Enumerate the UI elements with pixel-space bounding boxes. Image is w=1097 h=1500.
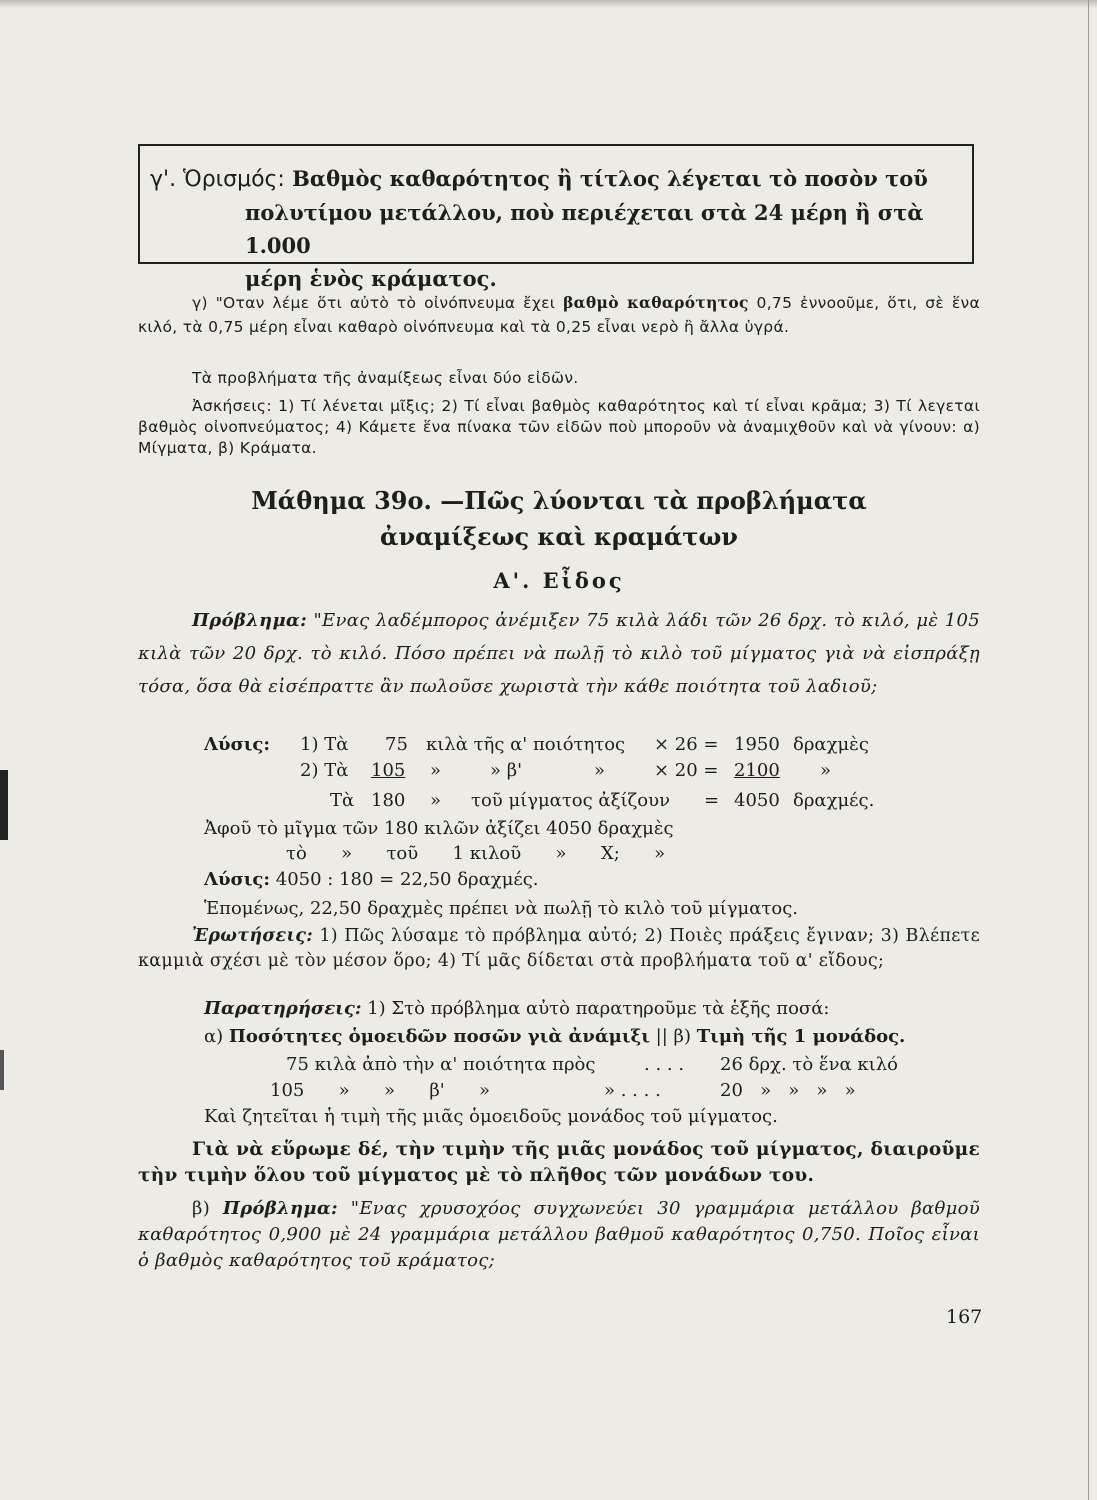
problem-1-label: Πρόβλημα: (192, 610, 308, 631)
remarks-alpha-beta (204, 1026, 905, 1047)
row3-idx: Τὰ (330, 790, 355, 811)
problem-2-label: Πρόβλημα: (222, 1198, 338, 1219)
row3-res: 4050 (734, 790, 780, 811)
remarks-line1-right: 26 δρχ. τὸ ἕνα κιλό (720, 1054, 898, 1075)
binding-shadow (0, 770, 8, 840)
problem-2 (138, 1196, 980, 1274)
row1-res: 1950 (734, 734, 780, 755)
problem-2-prefix: β) (192, 1198, 211, 1219)
row2-qty: 105 (371, 760, 406, 781)
solution-line-a: Ἀφοῦ τὸ μῖγμα τῶν 180 κιλῶν ἀξίζει 4050 δραχμὲς (204, 818, 674, 839)
alpha-marker: α) (204, 1026, 224, 1047)
row1-unit: δραχμὲς (793, 734, 869, 755)
binding-shadow-small (0, 1050, 4, 1090)
beta-text: Τιμὴ τῆς 1 μονάδος. (696, 1026, 906, 1047)
definition-box (138, 144, 974, 291)
definition-line-3: μέρη ἑνὸς κράματος. (245, 266, 497, 291)
wine-text-b: 0,75 ἐννοοῦμε, ὅτι, σὲ ἕνα κιλό, τὰ 0,75 μέρη εἶναι καθαρὸ οἰνόπνευμα καὶ τὰ 0,25 εἶναι νερὸ ἢ ἄλλα ὑγρά. (138, 294, 980, 336)
exercises-paragraph: Ἀσκήσεις: 1) Τί λένεται μῖξις; 2) Τί εἶναι βαθμὸς καθαρότητος καὶ τί εἶναι κρᾶμα; 3) Τί λεγεται βαθμὸς οἰνοπνεύματος; 4) Κάμετε ἕνα πίνακα τῶν εἰδῶν ποὺ μποροῦν νὰ ἀναμιχθοῦν καὶ νὰ γίνουν: α) Μίγματα, β) Κράματα. (138, 397, 980, 457)
page-number: 167 (946, 1306, 983, 1328)
scan-edge-right (1088, 0, 1089, 1500)
definition-line-1 (150, 162, 962, 196)
lesson-title-line-2: ἀναμίξεως καὶ κραμάτων (380, 522, 738, 551)
scan-edge-top (0, 0, 1097, 8)
rule-paragraph: Γιὰ νὰ εὕρωμε δέ, τὴν τιμὴν τῆς μιᾶς μονάδος τοῦ μίγματος, διαιροῦμε τὴν τιμὴν ὅλου τοῦ μίγματος μὲ τὸ πλῆθος τῶν μονάδων του. (138, 1139, 980, 1186)
remarks-seek: Καὶ ζητεῖται ἡ τιμὴ τῆς μιᾶς ὁμοειδοῦς μονάδος τοῦ μίγματος. (204, 1106, 778, 1127)
definition-lead: γ'. Ὁρισμός: (150, 167, 285, 192)
solution-label: Λύσις: (204, 734, 271, 755)
questions-text: 1) Πῶς λύσαμε τὸ πρόβλημα αὐτό; 2) Ποιὲς πράξεις ἔγιναν; 3) Βλέπετε καμμιὰ σχέσι μὲ τὸν μέσον ὅρο; 4) Τί μᾶς δίδεται στὰ προβλήματα τοῦ α' εἴδους; (138, 926, 980, 971)
row2-m2: » β' (490, 760, 523, 781)
remarks-line2-right: 20 » » » » (720, 1080, 856, 1101)
remarks-line2-left: 105 » » β' » (270, 1080, 491, 1101)
row2-m3: » (594, 760, 606, 781)
row2-unit: » (820, 760, 832, 781)
lesson-subtitle: Α'. Εἶδος (493, 568, 625, 593)
wine-paragraph (138, 291, 980, 339)
separator: || (655, 1026, 668, 1047)
kinds-paragraph: Τὰ προβλήματα τῆς ἀναμίξεως εἶναι δύο εἰδῶν. (192, 369, 579, 387)
row3-desc: τοῦ μίγματος ἀξίζουν (471, 790, 671, 811)
questions-label: Ἐρωτήσεις: (192, 926, 313, 946)
solution-2-text: 4050 : 180 = 22,50 δραχμές. (270, 869, 539, 890)
problem-1 (138, 604, 980, 703)
row1-op: × 26 = (654, 734, 719, 755)
remarks-line2-dots: » . . . . (604, 1080, 661, 1101)
remarks-label: Παρατηρήσεις: (204, 998, 362, 1019)
lesson-title-line-1: Μάθημα 39ο. —Πῶς λύονται τὰ προβλήματα (251, 486, 867, 515)
row2-op: × 20 = (654, 760, 719, 781)
definition-text-1: Βαθμὸς καθαρότητος ἢ τίτλος λέγεται τὸ ποσὸν τοῦ (292, 166, 928, 191)
row2-idx: 2) Τὰ (300, 760, 349, 781)
problem-1-text: "Ενας λαδέμπορος ἀνέμιξεν 75 κιλὰ λάδι τῶν 26 δρχ. τὸ κιλό, μὲ 105 κιλὰ τῶν 20 δρχ. τὸ κιλό. Πόσο πρέπει νὰ πωλῇ τὸ κιλὸ τοῦ μίγματος γιὰ νὰ εἰσπράξῃ τόσα, ὅσα θὰ εἰσέπραττε ἂν πωλοῦσε χωριστὰ τὴν κάθε ποιότητα τοῦ λαδιοῦ; (138, 610, 980, 697)
problem-2-text: "Ενας χρυσοχόος συγχωνεύει 30 γραμμάρια μετάλλου βαθμοῦ καθαρότητος 0,900 μὲ 24 γραμμάρια μετάλλου βαθμοῦ καθαρότητος 0,750. Ποῖος εἶναι ὁ βαθμὸς καθαρότητος τοῦ κράματος; (138, 1198, 980, 1271)
row2-res: 2100 (734, 760, 780, 781)
row1-idx: 1) Τὰ (300, 734, 349, 755)
remarks-line (204, 998, 829, 1019)
row1-qty: 75 (385, 734, 408, 755)
wine-text-a: γ) "Οταν λέμε ὅτι αὐτὸ τὸ οἰνόπνευμα ἔχει (192, 294, 564, 312)
solution-2-label: Λύσις: (204, 869, 271, 890)
questions-paragraph (138, 924, 980, 974)
solution-line-b: τὸ » τοῦ 1 κιλοῦ » Χ; » (286, 843, 666, 864)
solution-row-1 (204, 734, 270, 755)
alpha-text: Ποσότητες ὁμοειδῶν ποσῶν γιὰ ἀνάμιξι (228, 1026, 650, 1047)
wine-text-bold: βαθμὸ καθαρότητος (563, 293, 749, 312)
row3-op: = (704, 790, 720, 811)
row3-unit: δραχμές. (793, 790, 875, 811)
solution-2 (204, 869, 539, 890)
remarks-text: 1) Στὸ πρόβλημα αὐτὸ παρατηροῦμε τὰ ἑξῆς ποσά: (361, 998, 830, 1019)
row2-m1: » (430, 760, 442, 781)
row1-desc: κιλὰ τῆς α' ποιότητος (426, 734, 626, 755)
definition-line-2: πολυτίμου μετάλλου, ποὺ περιέχεται στὰ 24 μέρη ἢ στὰ 1.000 (245, 200, 924, 258)
beta-marker: β) (673, 1026, 691, 1047)
remarks-line1-left: 75 κιλὰ ἀπὸ τὴν α' ποιότητα πρὸς (286, 1054, 596, 1075)
remarks-line1-dots: . . . . (644, 1054, 685, 1075)
row3-m1: » (430, 790, 442, 811)
row3-qty: 180 (371, 790, 406, 811)
consequently-line: Ἑπομένως, 22,50 δραχμὲς πρέπει νὰ πωλῇ τὸ κιλὸ τοῦ μίγματος. (204, 898, 798, 919)
